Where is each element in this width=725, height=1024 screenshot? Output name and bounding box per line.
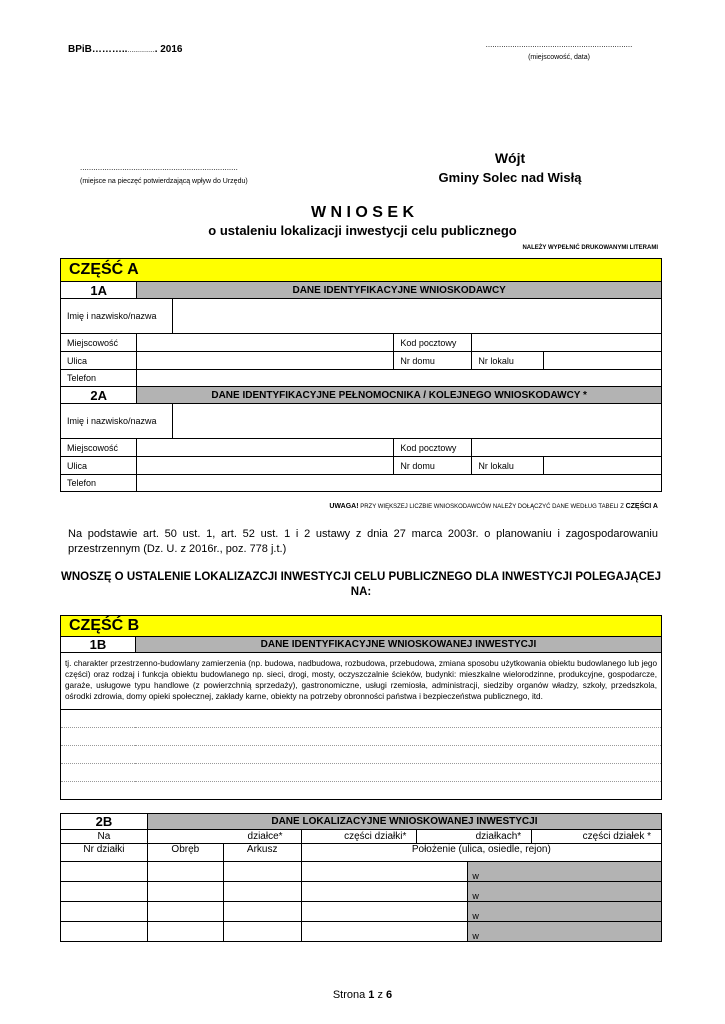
- street-label-2a: Ulica: [61, 457, 137, 475]
- parcels-header-row: [61, 844, 662, 862]
- section-2a-code: 2A: [61, 387, 137, 404]
- section-2b-code: 2B: [61, 814, 148, 830]
- section-2a-title: DANE IDENTYFIKACYJNE PEŁNOMOCNIKA / KOLEJNEGO WNIOSKODAWCY *: [137, 387, 662, 404]
- option-plot-part[interactable]: części działki*: [301, 830, 417, 844]
- table-row: [61, 882, 662, 902]
- phone-field-2a[interactable]: [137, 475, 662, 492]
- section-1a-code: 1A: [61, 282, 137, 299]
- phone-field-1a[interactable]: [137, 370, 662, 387]
- part-b-location-table: [60, 813, 662, 830]
- section-1b-code: 1B: [61, 637, 136, 653]
- city-field-2a[interactable]: [137, 439, 394, 457]
- street-cell[interactable]: [301, 882, 468, 902]
- flat-field-1a[interactable]: [544, 352, 662, 370]
- city-label-2a: Miejscowość: [61, 439, 137, 457]
- option-plots[interactable]: działkach*: [417, 830, 532, 844]
- street-cell[interactable]: [301, 922, 468, 942]
- precinct-cell[interactable]: [147, 882, 223, 902]
- w-cell[interactable]: w: [468, 882, 662, 902]
- stamp-dots: .......................................................................: [80, 163, 238, 172]
- postal-label-1a: Kod pocztowy: [394, 334, 472, 352]
- precinct-cell[interactable]: [147, 862, 223, 882]
- street-cell[interactable]: [301, 862, 468, 882]
- request-statement: WNOSZĘ O USTALENIE LOKALIZAZCJI INWESTYCJI CELU PUBLICZNEGO DLA INWESTYCJI POLEGAJĄCEJ NA:: [61, 571, 661, 598]
- parcel-number-cell[interactable]: [61, 862, 148, 882]
- document-title: W N I O S E K: [310, 204, 415, 221]
- investment-line[interactable]: [61, 746, 662, 764]
- city-field-1a[interactable]: [137, 334, 394, 352]
- city-label-1a: Miejscowość: [61, 334, 137, 352]
- document-subtitle: o ustaleniu lokalizacji inwestycji celu publicznego: [208, 223, 517, 238]
- reference-number: BPiB………................. 2016: [68, 44, 183, 55]
- precinct-cell[interactable]: [147, 902, 223, 922]
- table-row: [61, 862, 662, 882]
- option-plots-part[interactable]: części działek *: [532, 830, 662, 844]
- name-label-2a: Imię i nazwisko/nazwa: [61, 404, 173, 439]
- street-label-1a: Ulica: [61, 352, 137, 370]
- investment-line[interactable]: [61, 728, 662, 746]
- parcels-table: [60, 843, 662, 942]
- investment-line[interactable]: [61, 710, 662, 728]
- table-row: [61, 922, 662, 942]
- name-label-1a: Imię i nazwisko/nazwa: [61, 299, 173, 334]
- sheet-cell[interactable]: [223, 862, 301, 882]
- postal-field-2a[interactable]: [472, 439, 662, 457]
- stamp-label: (miejsce na pieczęć potwierdzającą wpływ do Urzędu): [80, 178, 248, 185]
- page-number: Strona 1 z 6: [332, 989, 393, 1001]
- part-b-heading: CZĘŚĆ B: [60, 615, 662, 637]
- name-field-2a[interactable]: [172, 404, 661, 439]
- addressee-office: Gminy Solec nad Wisłą: [438, 170, 582, 185]
- na-label: Na: [61, 830, 148, 844]
- section-2b-title: DANE LOKALIZACYJNE WNIOSKOWANEJ INWESTYCJI: [147, 814, 661, 830]
- street-field-1a[interactable]: [137, 352, 394, 370]
- house-label-2a: Nr domu: [394, 457, 472, 475]
- house-label-1a: Nr domu: [394, 352, 472, 370]
- sheet-cell[interactable]: [223, 922, 301, 942]
- table-row: [61, 902, 662, 922]
- sheet-cell[interactable]: [223, 902, 301, 922]
- flat-field-2a[interactable]: [544, 457, 662, 475]
- place-date-dots: ..................................................................: [485, 40, 633, 49]
- col-parcel-number: Nr działki: [61, 844, 148, 862]
- postal-field-1a[interactable]: [472, 334, 662, 352]
- parcel-number-cell[interactable]: [61, 902, 148, 922]
- addressee-title: Wójt: [494, 150, 526, 166]
- parcel-type-row: [60, 829, 662, 844]
- col-precinct: Obręb: [147, 844, 223, 862]
- part-a-heading: CZĘŚĆ A: [60, 258, 662, 282]
- place-date-label: (miejscowość, data): [528, 54, 590, 61]
- part-b-investment-table: [60, 636, 662, 800]
- investment-line[interactable]: [61, 764, 662, 782]
- section-1a-title: DANE IDENTYFIKACYJNE WNIOSKODAWCY: [137, 282, 662, 299]
- section-1b-title: DANE IDENTYFIKACYJNE WNIOSKOWANEJ INWESTYCJI: [135, 637, 661, 653]
- parcel-number-cell[interactable]: [61, 922, 148, 942]
- street-cell[interactable]: [301, 902, 468, 922]
- parcel-number-cell[interactable]: [61, 882, 148, 902]
- w-cell[interactable]: w: [468, 902, 662, 922]
- phone-label-2a: Telefon: [61, 475, 137, 492]
- col-sheet: Arkusz: [223, 844, 301, 862]
- option-plot[interactable]: działce*: [147, 830, 301, 844]
- legal-basis: Na podstawie art. 50 ust. 1, art. 52 ust. 1 i 2 ustawy z dnia 27 marca 2003r. o planowaniu i zagospodarowaniu przestrzennym (Dz. U. z 2016r., poz. 778 j.t.): [68, 528, 658, 555]
- investment-description-hint: tj. charakter przestrzenno-budowlany zamierzenia (np. budowa, nadbudowa, rozbudowa, przebudowa, zmiana sposobu użytkowania obiektu budowlanego lub jego części) oraz rodzaj i funkcja obiektu budowlanego np. sieci, drogi, mosty, oczyszczalnie ścieków, budynki: mieszkalne wielorodzinne, produkcyjne, gospodarcze, garaże, usługowe typu handlowe (z powierzchnią sprzedaży), gastronomiczne, usługi rzemiosła, administracji, siedziby organów władzy, szkoły, przedszkola, ośrodki zdrowia, domy opieki społecznej, zakłady karne, obiekty na potrzeby obronności państwa i bezpieczeństwa publicznego, itd.: [61, 653, 662, 710]
- part-a-table: [60, 281, 662, 492]
- w-cell[interactable]: w: [468, 862, 662, 882]
- precinct-cell[interactable]: [147, 922, 223, 942]
- postal-label-2a: Kod pocztowy: [394, 439, 472, 457]
- sheet-cell[interactable]: [223, 882, 301, 902]
- street-field-2a[interactable]: [137, 457, 394, 475]
- print-letters-note: NALEŻY WYPEŁNIĆ DRUKOWANYMI LITERAMI: [522, 245, 658, 251]
- phone-label-1a: Telefon: [61, 370, 137, 387]
- col-location: Położenie (ulica, osiedle, rejon): [301, 844, 661, 862]
- w-cell[interactable]: w: [468, 922, 662, 942]
- investment-line[interactable]: [61, 782, 662, 800]
- flat-label-2a: Nr lokalu: [472, 457, 544, 475]
- multiple-applicants-warning: UWAGA! PRZY WIĘKSZEJ LICZBIE WNIOSKODAWCÓW NALEŻY DOŁĄCZYĆ DANE WEDŁUG TABELI Z CZĘŚCI A: [329, 503, 658, 510]
- name-field-1a[interactable]: [172, 299, 661, 334]
- flat-label-1a: Nr lokalu: [472, 352, 544, 370]
